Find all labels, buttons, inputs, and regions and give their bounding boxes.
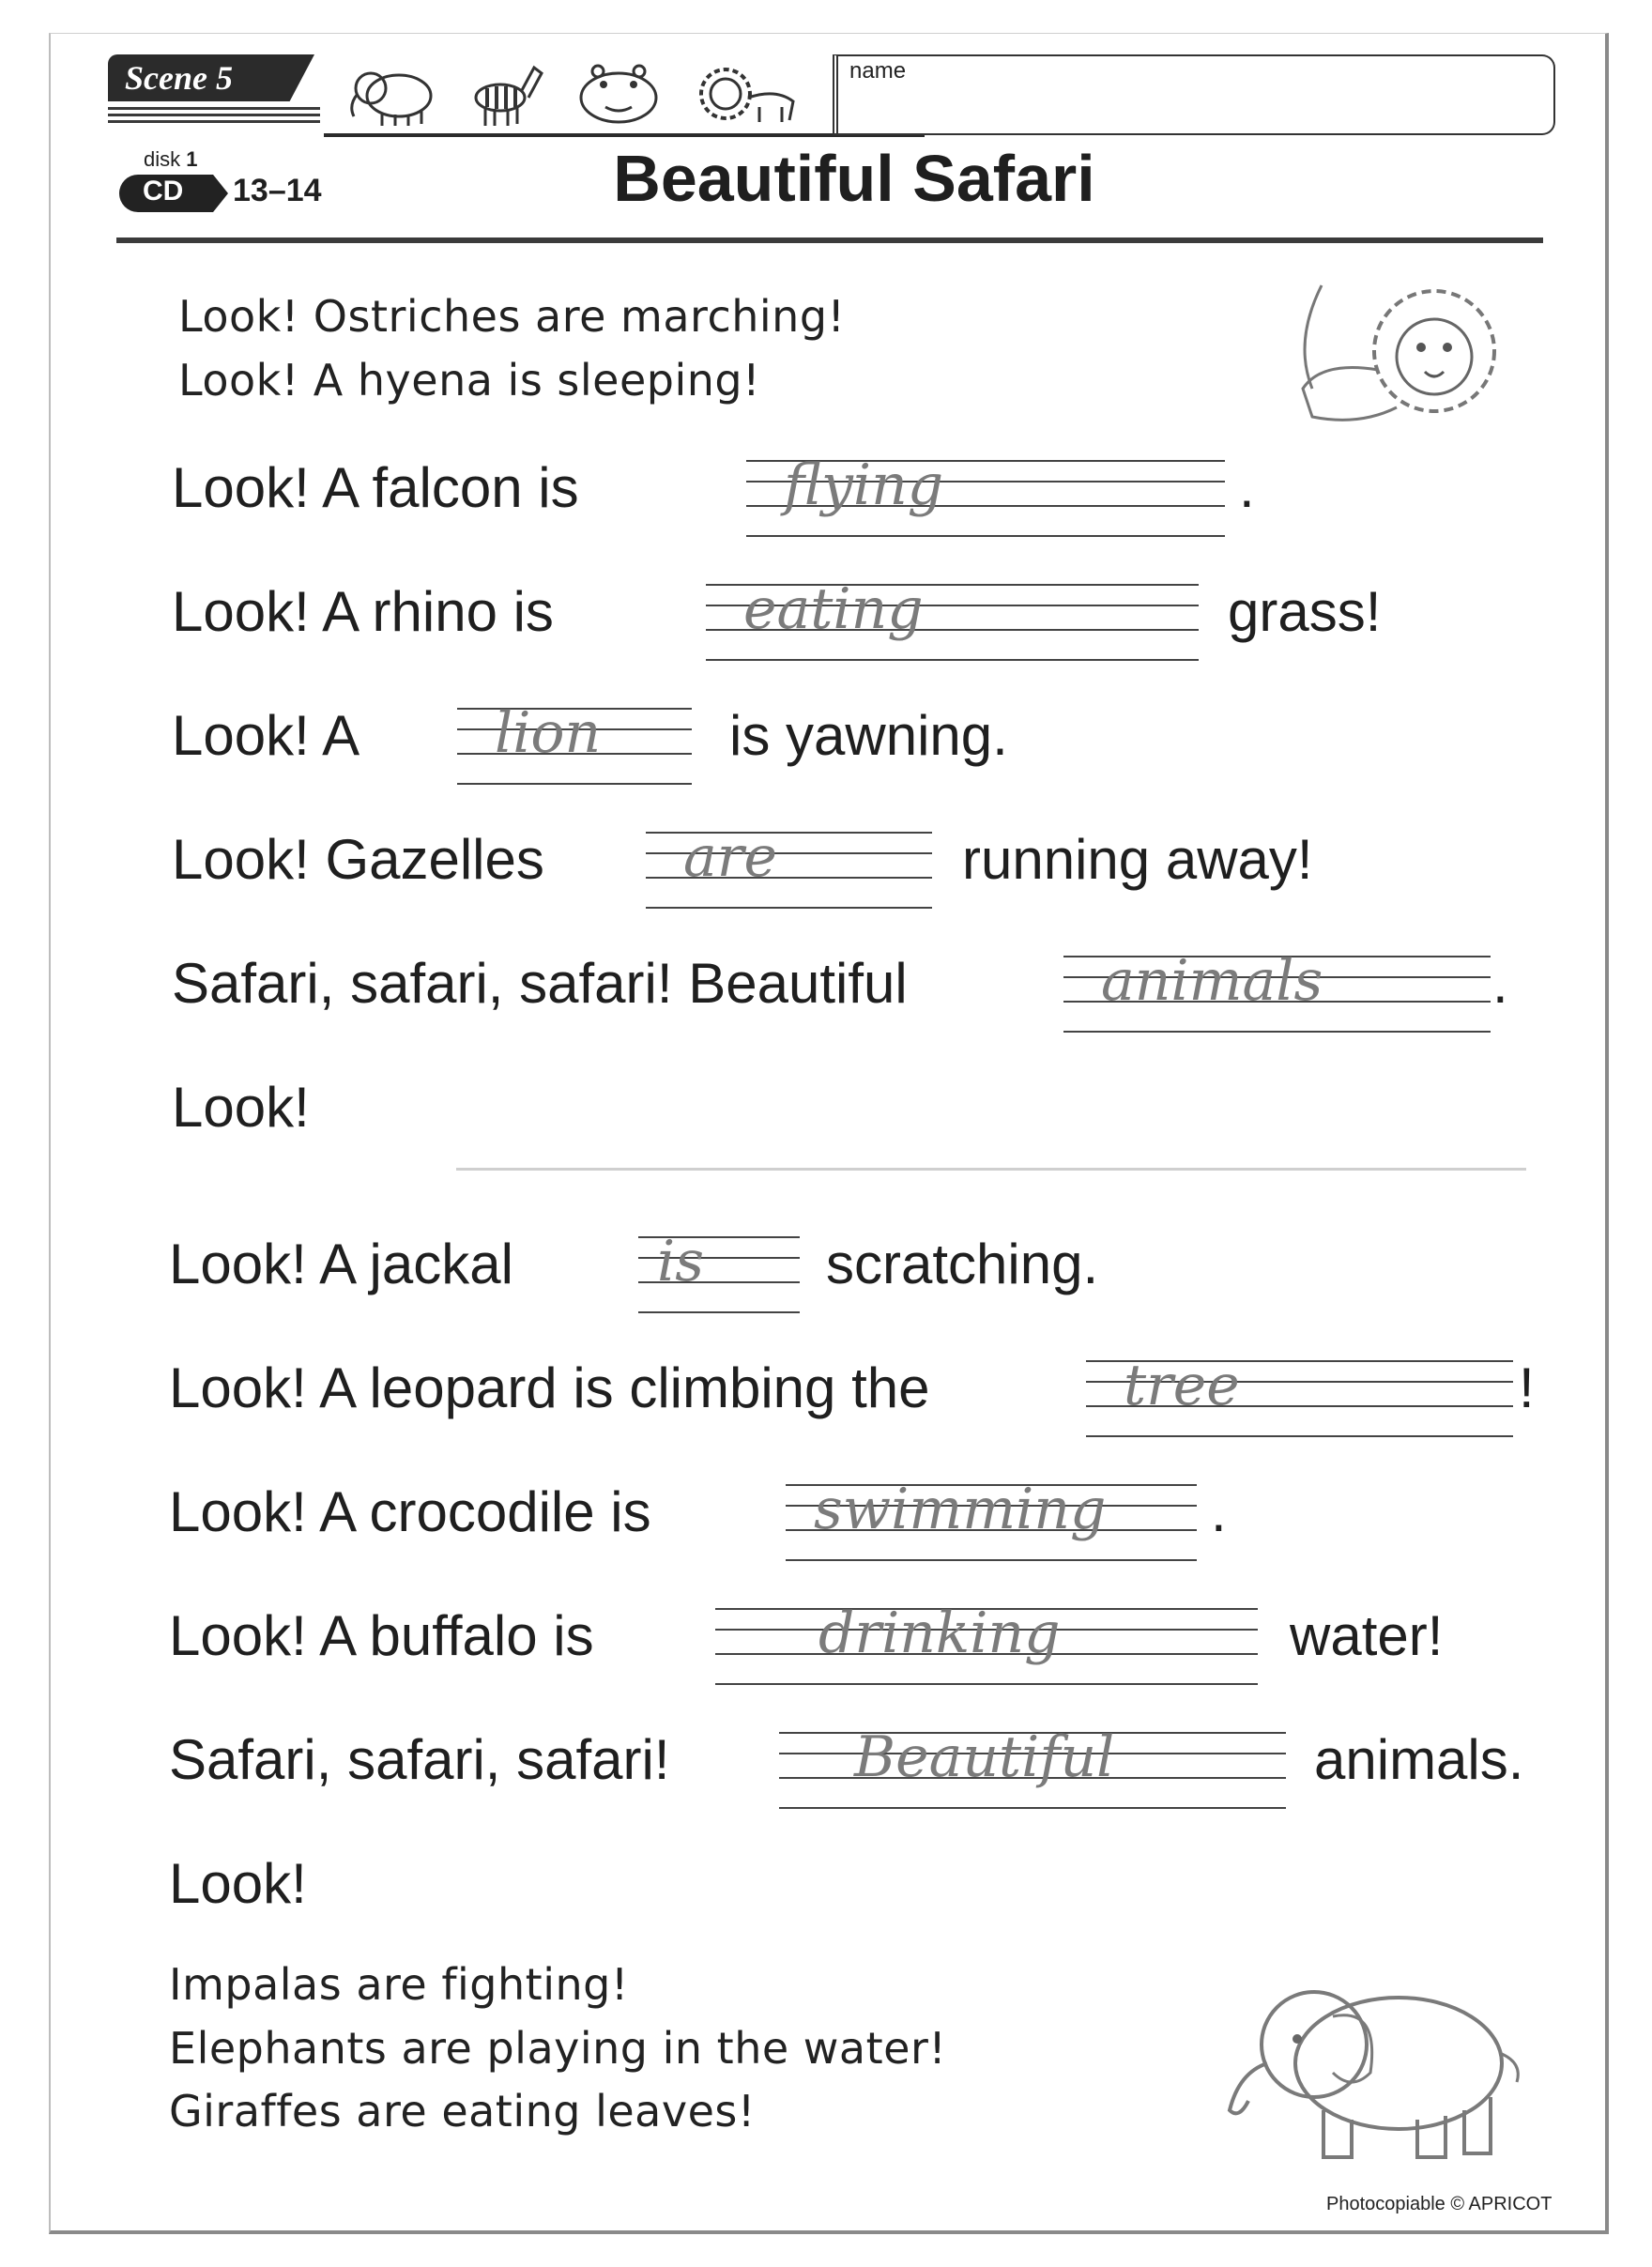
answer-text: animals — [1101, 948, 1323, 1014]
verse1-line6: Look! — [172, 1076, 310, 1139]
verse2-line6: Look! — [169, 1852, 307, 1915]
footer-copyright: Photocopiable © APRICOT — [1326, 2194, 1553, 2214]
verse-divider — [456, 1168, 1526, 1171]
outro-line-3: Giraffes are eating leaves! — [169, 2086, 756, 2137]
verse1-line5-blank[interactable] — [1063, 948, 1491, 1037]
disk-text: disk — [144, 147, 181, 171]
verse2-line2-blank[interactable] — [1086, 1353, 1513, 1442]
outro-line-1: Impalas are fighting! — [169, 1959, 629, 2010]
lion-icon — [692, 60, 804, 130]
answer-text: flying — [784, 452, 944, 518]
answer-text: swimming — [814, 1477, 1107, 1542]
elephant-illustration — [1211, 1960, 1530, 2167]
verse2-line1-end: scratching. — [826, 1233, 1099, 1295]
verse1-line2-end: grass! — [1228, 580, 1382, 643]
verse2-line3-text: Look! A crocodile is — [169, 1480, 651, 1543]
disk-number: 1 — [186, 147, 198, 171]
outro-line-2: Elephants are playing in the water! — [169, 2023, 947, 2074]
cd-badge-label: CD — [143, 176, 184, 207]
page-title: Beautiful Safari — [613, 142, 1095, 215]
zebra-icon — [463, 60, 547, 130]
answer-text: tree — [1124, 1353, 1240, 1418]
verse1-line4-text: Look! Gazelles — [172, 828, 544, 891]
verse2-line1-blank[interactable] — [638, 1229, 800, 1318]
verse1-line2-blank[interactable] — [706, 576, 1199, 666]
verse1-line1-end: . — [1239, 456, 1255, 519]
verse1-line5-text: Safari, safari, safari! Beautiful — [172, 952, 908, 1015]
lion-illustration — [1284, 267, 1528, 436]
verse1-line5-end: . — [1492, 952, 1508, 1015]
header-strip — [108, 54, 1553, 135]
verse1-line1-blank[interactable] — [746, 452, 1225, 542]
verse1-line2-text: Look! A rhino is — [172, 580, 554, 643]
answer-text: drinking — [818, 1601, 1061, 1666]
verse2-line4-end: water! — [1290, 1604, 1444, 1667]
verse2-line5-end: animals. — [1314, 1728, 1524, 1791]
verse2-line5-blank[interactable] — [779, 1724, 1286, 1814]
scene-label: Scene 5 — [125, 59, 233, 97]
verse2-line1-text: Look! A jackal — [169, 1233, 513, 1295]
verse1-line3-end: is yawning. — [729, 704, 1008, 767]
name-label: name — [849, 58, 907, 84]
verse1-line3-blank[interactable] — [457, 700, 692, 789]
answer-text: lion — [495, 700, 602, 766]
verse2-line3-end: . — [1211, 1480, 1227, 1543]
verse1-line1-text: Look! A falcon is — [172, 456, 579, 519]
verse1-line4-end: running away! — [962, 828, 1313, 891]
cd-tracks: 13–14 — [233, 173, 322, 208]
verse2-line3-blank[interactable] — [786, 1477, 1197, 1566]
answer-text: is — [657, 1229, 704, 1294]
title-divider — [116, 237, 1543, 243]
elephant-icon — [343, 60, 446, 130]
verse2-line2-text: Look! A leopard is climbing the — [169, 1356, 930, 1419]
answer-text: are — [683, 824, 777, 890]
verse2-line5-text: Safari, safari, safari! — [169, 1728, 670, 1791]
verse1-line4-blank[interactable] — [646, 824, 932, 913]
verse2-line2-end: ! — [1519, 1356, 1535, 1419]
intro-line-2: Look! A hyena is sleeping! — [178, 355, 761, 406]
intro-line-1: Look! Ostriches are marching! — [178, 291, 846, 342]
answer-text: eating — [743, 576, 924, 642]
scene-stripes — [108, 107, 320, 131]
verse1-line3-text: Look! A — [172, 704, 360, 767]
name-field[interactable] — [833, 54, 1555, 135]
hippo-icon — [572, 60, 665, 130]
verse2-line4-text: Look! A buffalo is — [169, 1604, 594, 1667]
answer-text: Beautiful — [854, 1724, 1115, 1790]
verse2-line4-blank[interactable] — [715, 1601, 1258, 1690]
